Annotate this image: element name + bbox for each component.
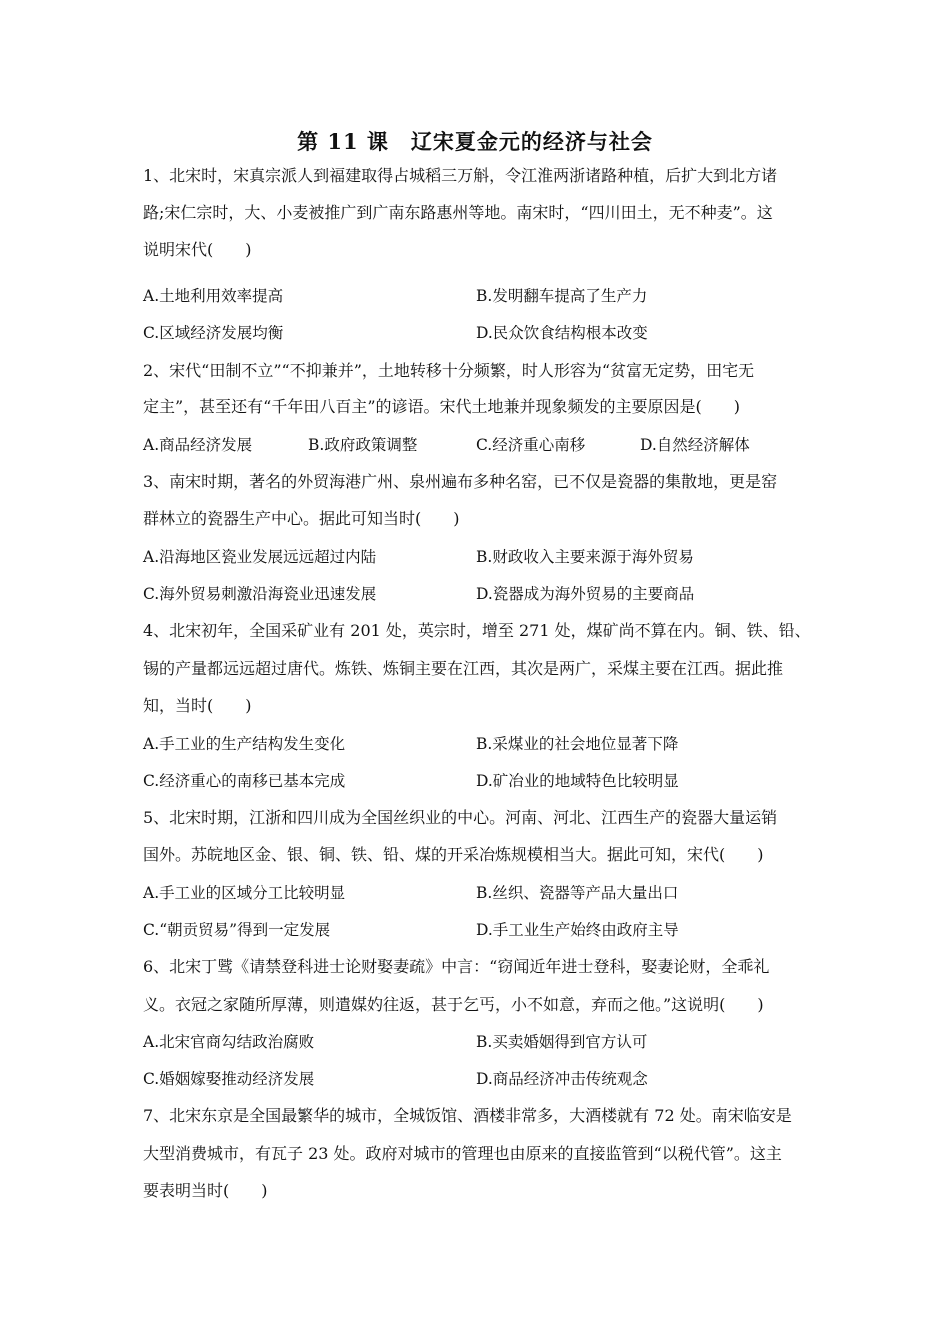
- question-4-option-d: D.矿冶业的地域特色比较明显: [476, 772, 679, 790]
- question-4-line-2: 锡的产量都远远超过唐代。炼铁、炼铜主要在江西，其次是两广，采煤主要在江西。据此推: [143, 659, 784, 678]
- question-5-option-d: D.手工业生产始终由政府主导: [476, 921, 679, 939]
- question-6-line-2: 义。衣冠之家随所厚薄，则遣媒妁往返，甚于乞丐，小不如意，弃而之他。”这说明( ): [143, 995, 764, 1014]
- question-3-option-a: A.沿海地区瓷业发展远远超过内陆: [143, 548, 377, 566]
- question-3-line-2: 群林立的瓷器生产中心。据此可知当时( ): [143, 509, 460, 528]
- question-1-option-d: D.民众饮食结构根本改变: [476, 324, 648, 342]
- lesson-title: 第 11 课 辽宋夏金元的经济与社会: [297, 129, 653, 154]
- question-4-option-b: B.采煤业的社会地位显著下降: [476, 735, 679, 753]
- question-4-option-c: C.经济重心的南移已基本完成: [143, 772, 346, 790]
- question-1-option-c: C.区域经济发展均衡: [143, 324, 284, 342]
- question-3-line-1: 3、南宋时期，著名的外贸海港广州、泉州遍布多种名窑，已不仅是瓷器的集散地，更是窑: [143, 472, 778, 491]
- question-2-option-a: A.商品经济发展: [143, 436, 253, 454]
- question-5-line-2: 国外。苏皖地区金、银、铜、铁、铅、煤的开采冶炼规模相当大。据此可知，宋代( ): [143, 845, 764, 864]
- question-2-option-c: C.经济重心南移: [476, 436, 586, 454]
- question-4-line-3: 知，当时( ): [143, 696, 252, 715]
- question-6-line-1: 6、北宋丁骘《请禁登科进士论财娶妻疏》中言：“窃闻近年进士登科，娶妻论财，全乖礼: [143, 957, 770, 976]
- question-5-option-b: B.丝织、瓷器等产品大量出口: [476, 884, 679, 902]
- question-6-option-b: B.买卖婚姻得到官方认可: [476, 1033, 648, 1051]
- question-6-option-c: C.婚姻嫁娶推动经济发展: [143, 1070, 315, 1088]
- question-7-line-3: 要表明当时( ): [143, 1181, 268, 1200]
- question-3-option-d: D.瓷器成为海外贸易的主要商品: [476, 585, 695, 603]
- question-7-line-1: 7、北宋东京是全国最繁华的城市，全城饭馆、酒楼非常多，大酒楼就有 72 处。南宋临安是: [143, 1106, 792, 1125]
- question-3-option-b: B.财政收入主要来源于海外贸易: [476, 548, 694, 566]
- question-1-option-b: B.发明翻车提高了生产力: [476, 287, 648, 305]
- question-2-line-1: 2、宋代“田制不立”“不抑兼并”，土地转移十分频繁，时人形容为“贫富无定势，田宅无: [143, 361, 755, 380]
- question-7-line-2: 大型消费城市，有瓦子 23 处。政府对城市的管理也由原来的直接监管到“以税代管”。这主: [143, 1144, 782, 1163]
- question-2-option-b: B.政府政策调整: [308, 436, 418, 454]
- question-3-option-c: C.海外贸易刺激沿海瓷业迅速发展: [143, 585, 377, 603]
- question-6-option-d: D.商品经济冲击传统观念: [476, 1070, 648, 1088]
- question-5-line-1: 5、北宋时期，江浙和四川成为全国丝织业的中心。河南、河北、江西生产的瓷器大量运销: [143, 808, 778, 827]
- question-5-option-a: A.手工业的区域分工比较明显: [143, 884, 346, 902]
- question-4-line-1: 4、北宋初年，全国采矿业有 201 处，英宗时，增至 271 处，煤矿尚不算在内。铜、铁、铅、: [143, 621, 811, 640]
- question-1-option-a: A.土地利用效率提高: [143, 287, 284, 305]
- question-1-line-1: 1、北宋时，宋真宗派人到福建取得占城稻三万斛，令江淮两浙诸路种植，后扩大到北方诸: [143, 166, 778, 185]
- question-2-line-2: 定主”，甚至还有“千年田八百主”的谚语。宋代土地兼并现象频发的主要原因是( ): [143, 397, 741, 416]
- question-5-option-c: C.“朝贡贸易”得到一定发展: [143, 921, 331, 939]
- question-1-line-3: 说明宋代( ): [143, 240, 252, 259]
- question-1-line-2: 路;宋仁宗时，大、小麦被推广到广南东路惠州等地。南宋时，“四川田土，无不种麦”。这: [143, 203, 773, 222]
- question-6-option-a: A.北宋官商勾结政治腐败: [143, 1033, 315, 1051]
- question-4-option-a: A.手工业的生产结构发生变化: [143, 735, 346, 753]
- question-2-option-d: D.自然经济解体: [640, 436, 750, 454]
